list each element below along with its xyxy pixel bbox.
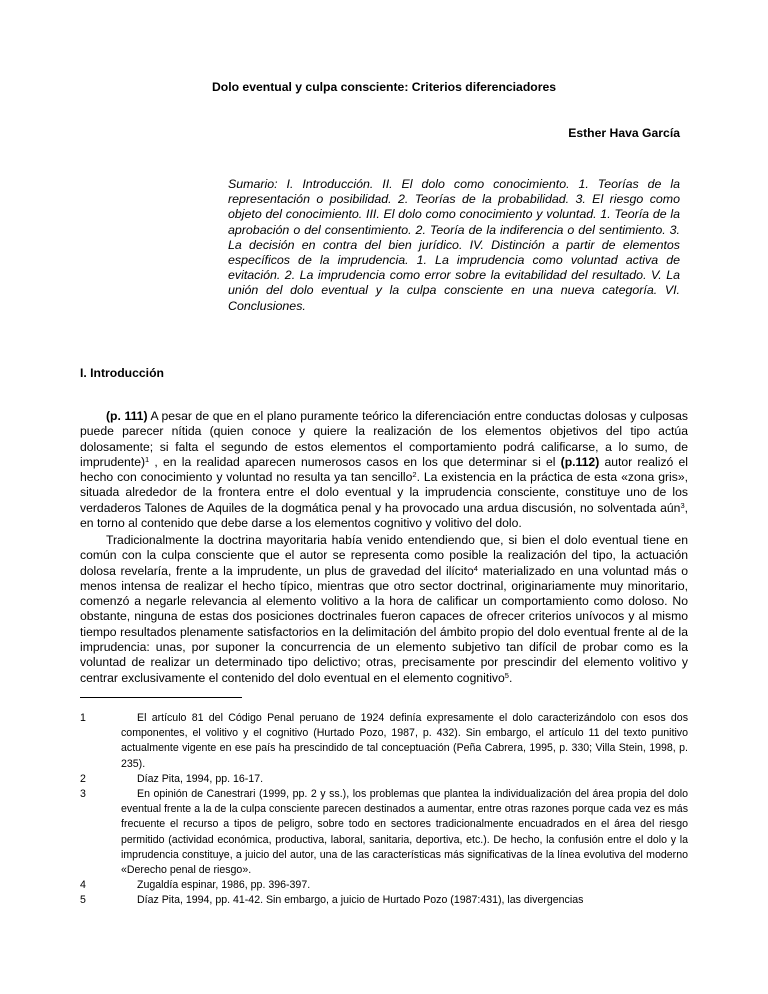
- footnote: [80, 893, 688, 908]
- footnote-number: 1: [80, 712, 86, 724]
- footnote: [80, 711, 688, 772]
- footnote-divider: [80, 697, 242, 698]
- paragraph-text: Tradicionalmente la doctrina mayoritaria había venido entendiendo que, si bien el dolo eventual tiene en común con la culpa consciente que el autor se representa como posible la realización del tipo, la actuación dolosa revelaría, frente a la imprudente, un plus de gravedad del ilícito: [80, 533, 688, 578]
- document-title: Dolo eventual y culpa consciente: Criterios diferenciadores: [211, 80, 557, 94]
- section-heading: I. Introducción: [80, 366, 164, 380]
- footnote-text: Zugaldía espinar, 1986, pp. 396-397.: [137, 879, 311, 892]
- summary-abstract: Sumario: I. Introducción. II. El dolo como conocimiento. 1. Teorías de la representación o posibilidad. 2. Teorías de la probabilidad. 3. El riesgo como objeto del conocimiento. III. El dolo como conocimiento y voluntad. 1. Teoría de la aprobación o del consentimiento. 2. Teoría de la indiferencia o del sentimiento. 3. La decisión en contra del bien jurídico. IV. Distinción a partir de elementos específicos de la imprudencia. 1. La imprudencia como voluntad activa de evitación. 2. La imprudencia como error sobre la evitabilidad del resultado. V. La unión del dolo eventual y la culpa consciente en una nueva categoría. VI. Conclusiones.: [228, 177, 680, 313]
- footnote-text: El artículo 81 del Código Penal peruano de 1924 definía expresamente el dolo caracterizándolo con esos dos componentes, el volitivo y el cognitivo (Hurtado Pozo, 1987, p. 432). Sin embargo, el artículo 11 del texto punitivo actualmente vigente en ese país ha prescindido de tal conceptuación (Peña Cabrera, 1995, p. 330; Villa Stein, 1998, p. 235).: [121, 712, 688, 770]
- paragraph-text: A pesar de que en el plano puramente teórico la diferenciación entre conductas dolosas y culposas puede parecer nítida (quien conoce y quiere la realización de los elementos objetivos del tipo actúa dolosamente; si falta el segundo de estos elementos el comportamiento podrá calificarse, a lo sumo, de imprudente): [80, 409, 688, 469]
- footnote-ref[interactable]: 3: [680, 500, 685, 510]
- paragraph-text: autor realizó el hecho con conocimiento y voluntad no resulta ya tan sencillo: [80, 454, 689, 485]
- footnotes-section: [80, 711, 688, 909]
- footnote-text: En opinión de Canestrari (1999, pp. 2 y ss.), los problemas que plantea la individualización del área propia del dolo eventual frente a la de la culpa consciente parecen destinados a aumentar, entre otras razones porque cada vez es más frecuente el recurso a tipos de peligro, sobre todo en sectores tradicionalmente encuadrados en el área del riesgo permitido (actividad económica, productiva, laboral, sanitaria, deportiva, etc.). De hecho, la confusión entre el dolo y la imprudencia constituye, a juicio del autor, una de las características más significativas de la línea evolutiva del moderno «Derecho penal de riesgo».: [121, 788, 688, 877]
- footnote-number: 4: [80, 879, 86, 892]
- paragraph-text: . La existencia en la práctica de esta «zona gris», situada alrededor de la frontera entre el dolo eventual y la imprudencia consciente, constituye uno de los verdaderos Talones de Aquiles de la dogmática penal y ha provocado una ardua discusión, no solventada aún: [80, 470, 688, 515]
- paragraph-text: .: [508, 670, 513, 685]
- page-reference: (p. 111): [106, 409, 148, 423]
- footnote-ref[interactable]: 4: [473, 563, 478, 573]
- page-reference: (p.112): [560, 454, 600, 469]
- body-paragraph-2: [80, 533, 688, 686]
- body-paragraph-1: [80, 409, 688, 531]
- paragraph-text: materializado en una voluntad más o menos intensa de realizar el hecho típico, mientras que otro sector doctrinal, originariamente muy minoritario, comenzó a negarle relevancia al elemento volitivo a la hora de calificar un comportamiento como doloso. No obstante, ninguna de estas dos posiciones doctrinales fueron capaces de ofrecer criterios unívocos y al mismo tiempo resultados plenamente satisfactorios en la delimitación del ámbito propio del dolo eventual frente al de la imprudencia: unas, por suponer la concurrencia de un elemento subjetivo tan difícil de probar como es la voluntad de realizar un determinado tipo delictivo; otras, precisamente por prescindir del elemento volitivo y centrar exclusivamente el contenido del dolo eventual en el elemento cognitivo: [80, 563, 688, 685]
- paragraph-text: , en la realidad aparecen numerosos casos en los que determinar si el: [149, 454, 561, 469]
- footnote-text: Díaz Pita, 1994, pp. 41-42. Sin embargo, a juicio de Hurtado Pozo (1987:431), las divergencias: [137, 894, 584, 907]
- footnote-number: 2: [80, 772, 86, 785]
- footnote-number: 3: [80, 788, 86, 801]
- footnote-ref[interactable]: 2: [412, 470, 417, 480]
- footnote-ref[interactable]: 5: [504, 670, 509, 680]
- footnote-text: Díaz Pita, 1994, pp. 16-17.: [137, 772, 264, 785]
- footnote: [80, 878, 688, 893]
- paragraph-text: , en torno al contenido que debe darse a los elementos cognitivo y volitivo del dolo.: [80, 500, 688, 531]
- footnote-number: 5: [80, 894, 86, 907]
- footnote: [80, 772, 688, 787]
- footnote: [80, 787, 688, 878]
- footnote-ref[interactable]: 1: [145, 454, 150, 464]
- author-name: Esther Hava García: [568, 126, 680, 140]
